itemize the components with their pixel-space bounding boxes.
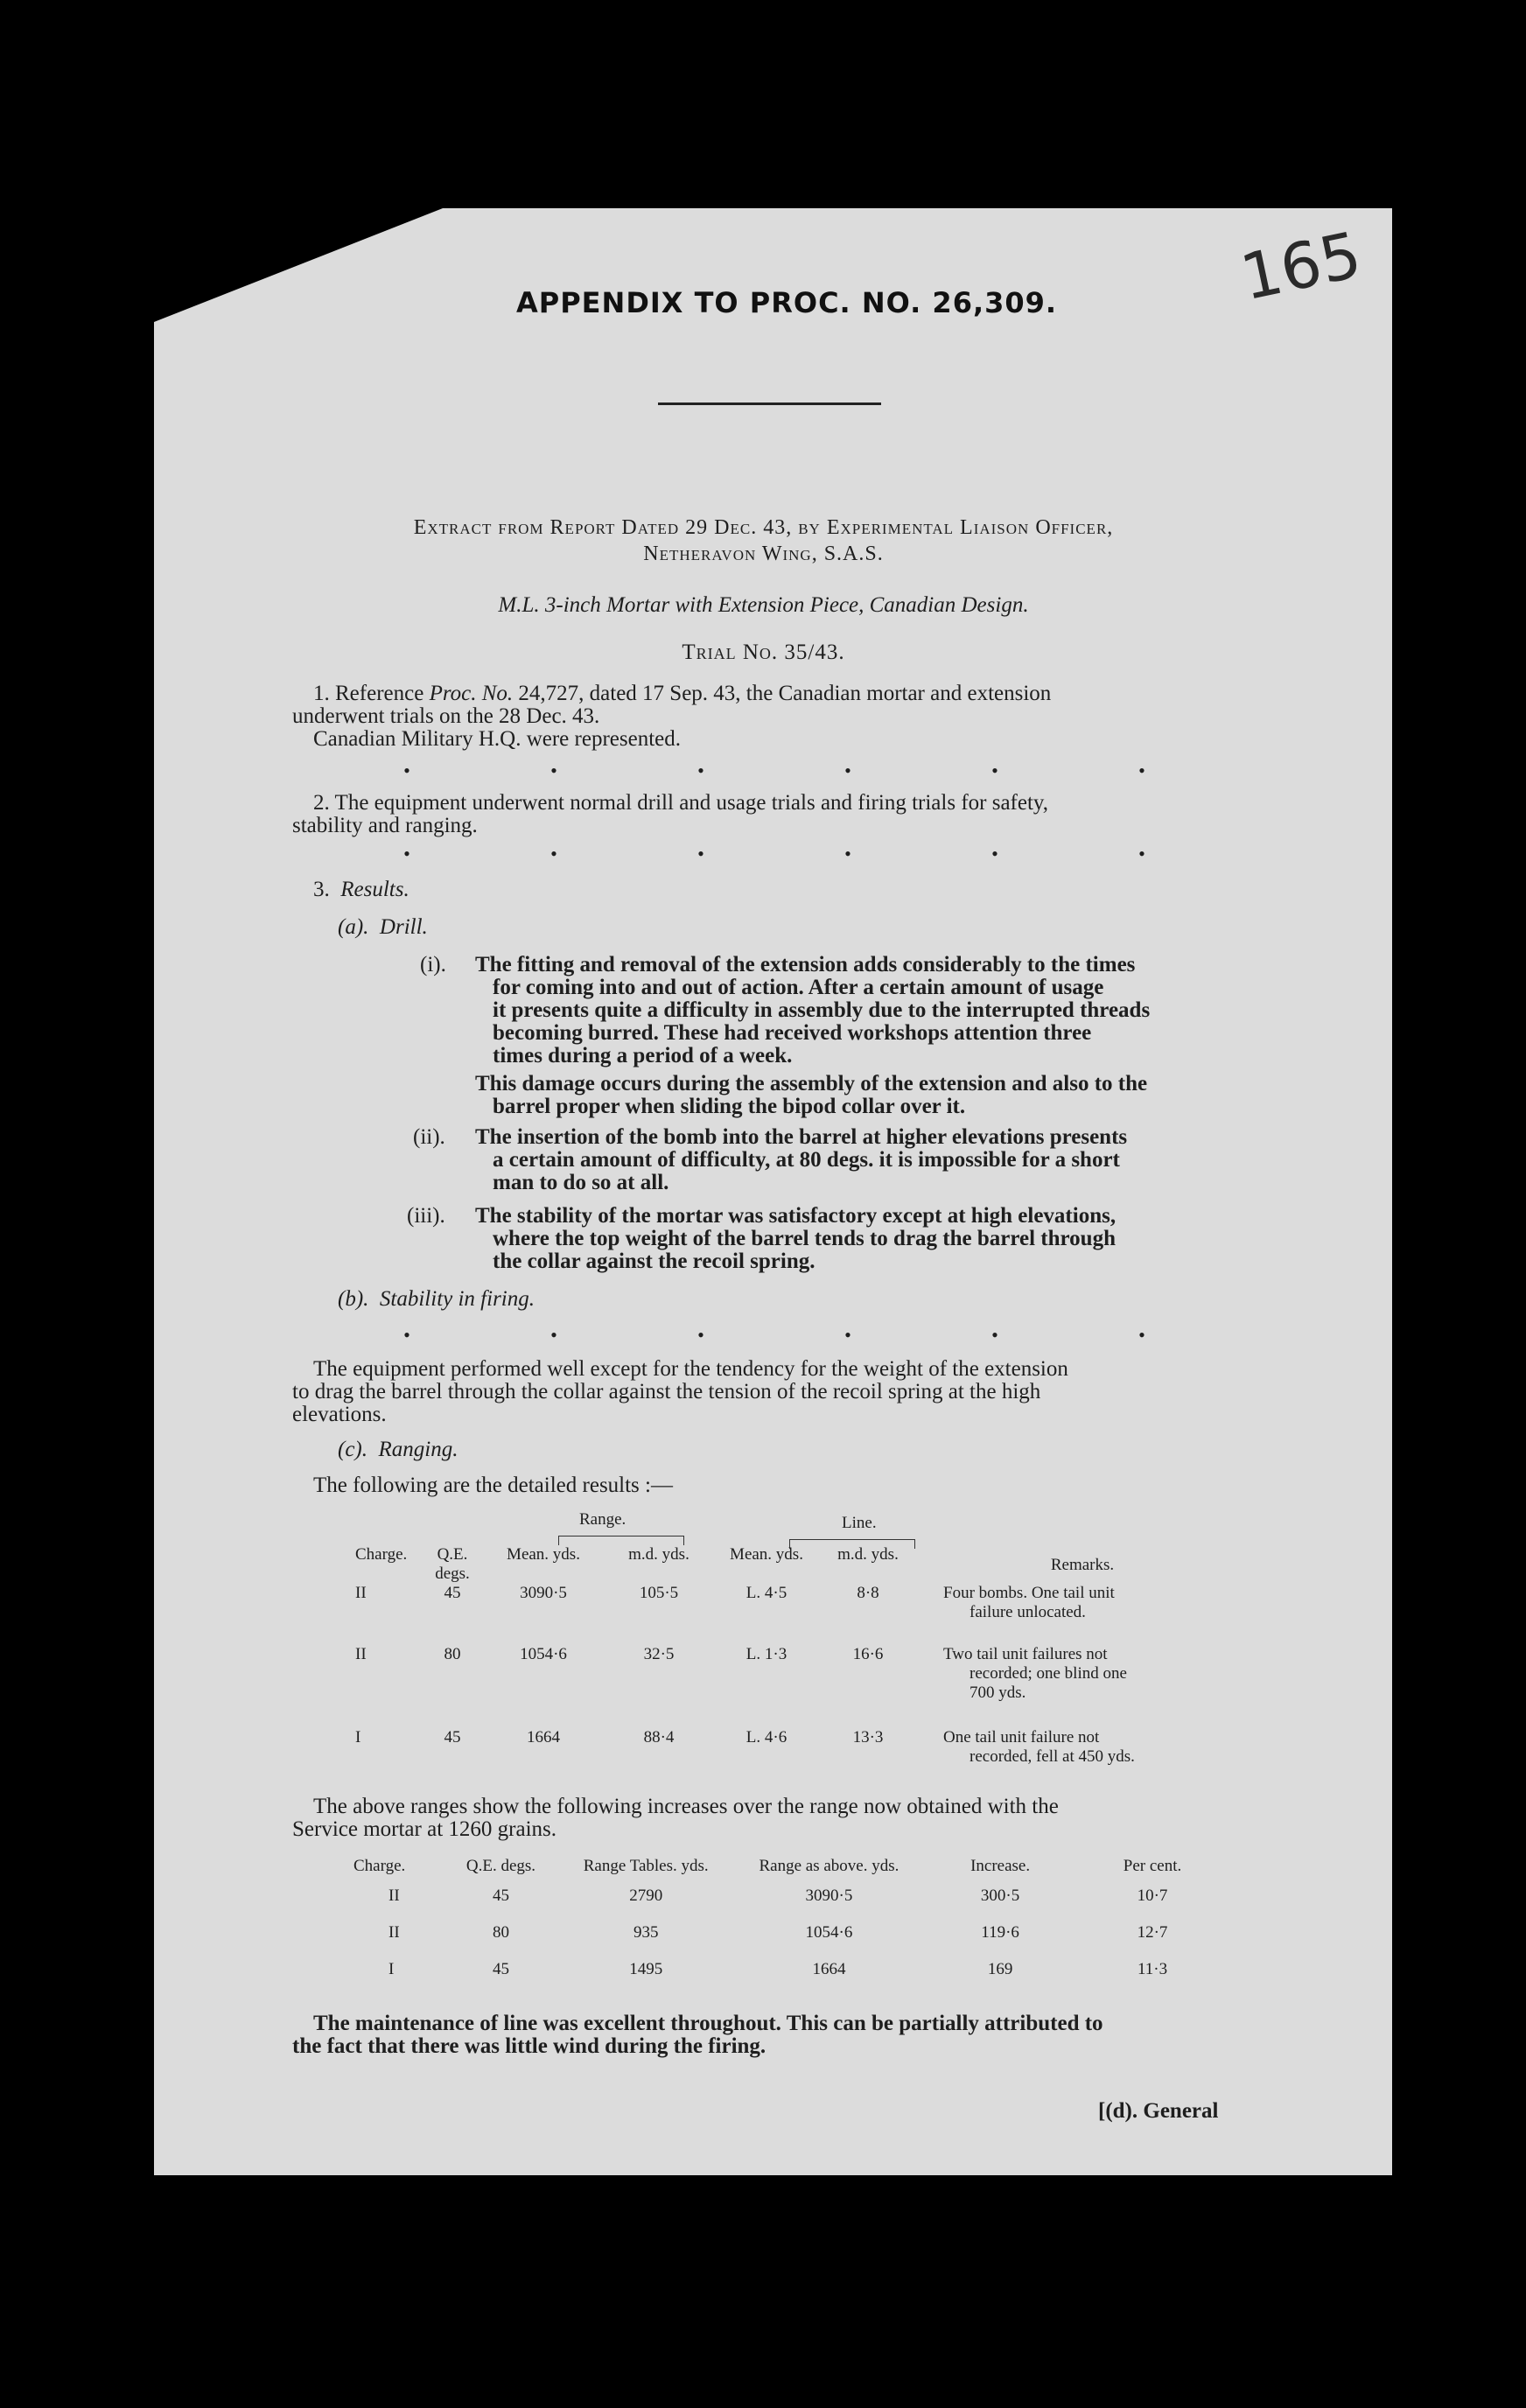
item-i-line: it presents quite a difficulty in assembly due to the interrupted threads <box>493 998 1151 1022</box>
item-i-extra: This damage occurs during the assembly of the extension and also to the <box>475 1072 1148 1096</box>
item-iii-line: the collar against the recoil spring. <box>493 1250 816 1273</box>
table-row <box>355 1584 1248 1645</box>
cell: L. 1·3 <box>746 1645 788 1663</box>
header-cell: Range Tables. yds. <box>583 1857 709 1875</box>
item-i-line: times during a period of a week. <box>493 1044 793 1068</box>
stability-line: The equipment performed well except for the tendency for the weight of the extension <box>313 1357 1068 1381</box>
cell: 13·3 <box>852 1728 884 1746</box>
appendix-header: APPENDIX TO PROC. NO. 26,309. <box>516 286 1058 319</box>
cell: 11·3 <box>1137 1960 1168 1978</box>
item-i-line: for coming into and out of action. After a certain amount of usage <box>493 976 1104 999</box>
cell: L. 4·6 <box>746 1728 788 1746</box>
header-cell: Mean. yds. <box>730 1545 803 1564</box>
cell: II <box>388 1923 400 1942</box>
cell: 1664 <box>812 1960 846 1978</box>
cell: 300·5 <box>980 1886 1020 1905</box>
stability-heading: (b). Stability in firing. <box>338 1287 535 1311</box>
table-row <box>355 1645 1248 1728</box>
remarks-cell: Four bombs. One tail unit failure unlocated. <box>943 1584 1115 1621</box>
header-cell: Increase. <box>970 1857 1031 1875</box>
stability-line: elevations. <box>292 1403 387 1426</box>
final-line: the fact that there was little wind during the firing. <box>292 2034 766 2058</box>
item-iii-line: The stability of the mortar was satisfactory except at high elevations, <box>475 1204 1116 1228</box>
table-row <box>354 1950 1228 1986</box>
stability-line: to drag the barrel through the collar against the tension of the recoil spring at the high <box>292 1380 1041 1404</box>
cell: 12·7 <box>1137 1923 1168 1942</box>
ellipsis-stars-1: • • • • • • <box>403 760 1145 781</box>
cell: 80 <box>444 1645 461 1663</box>
cell: 32·5 <box>643 1645 675 1663</box>
cell: II <box>355 1645 367 1663</box>
cell: II <box>355 1584 367 1602</box>
table-row <box>355 1728 1248 1767</box>
remarks-cell: Two tail unit failures not recorded; one blind one 700 yds. <box>943 1645 1127 1702</box>
table-row <box>354 1913 1228 1950</box>
range-group-brace <box>558 1536 684 1545</box>
cell: 1054·6 <box>520 1645 567 1663</box>
cell: 45 <box>444 1584 461 1602</box>
header-cell: Mean. yds. <box>507 1545 580 1564</box>
ranging-intro: The following are the detailed results :— <box>313 1474 673 1497</box>
cell: 16·6 <box>852 1645 884 1663</box>
cell: II <box>388 1886 400 1905</box>
cell: 935 <box>633 1923 659 1942</box>
header-rule <box>658 402 881 405</box>
item-ii-line: a certain amount of difficulty, at 80 degs. it is impossible for a short <box>493 1148 1120 1172</box>
cell: I <box>388 1960 395 1978</box>
final-line: The maintenance of line was excellent throughout. This can be partially attributed to <box>313 2012 1103 2035</box>
ellipsis-stars-3: • • • • • • <box>403 1324 1145 1346</box>
cell: 45 <box>492 1886 509 1905</box>
cell: I <box>355 1728 361 1746</box>
drill-heading: (a). Drill. <box>338 915 428 939</box>
cell: 45 <box>444 1728 461 1746</box>
item-iii-line: where the top weight of the barrel tends to drag the barrel through <box>493 1227 1116 1250</box>
cell: 45 <box>492 1960 509 1978</box>
compare-line: The above ranges show the following increases over the range now obtained with the <box>313 1795 1059 1818</box>
cell: 105·5 <box>639 1584 679 1602</box>
header-cell: Charge. <box>355 1545 408 1564</box>
cell: L. 4·5 <box>746 1584 788 1602</box>
table-header-row <box>354 1857 1228 1876</box>
header-cell: Per cent. <box>1123 1857 1182 1875</box>
cell: 1664 <box>527 1728 560 1746</box>
cell: 3090·5 <box>520 1584 567 1602</box>
para1-line2: underwent trials on the 28 Dec. 43. <box>292 704 600 728</box>
cell: 1495 <box>629 1960 663 1978</box>
range-group-label: Range. <box>579 1510 626 1529</box>
item-i-line: The fitting and removal of the extension adds considerably to the times <box>475 953 1136 976</box>
range-increase-table <box>354 1857 1228 1986</box>
ranging-results-table <box>355 1545 1248 1767</box>
header-cell: Q.E. degs. <box>466 1857 536 1875</box>
cell: 88·4 <box>643 1728 675 1746</box>
header-cell: Range as above. yds. <box>759 1857 900 1875</box>
cell: 119·6 <box>981 1923 1019 1942</box>
cell: 2790 <box>629 1886 663 1905</box>
cell: 3090·5 <box>805 1886 853 1905</box>
item-iii-label: (iii). <box>407 1204 445 1228</box>
header-cell: m.d. yds. <box>837 1545 899 1564</box>
table-header-row <box>355 1545 1248 1584</box>
trial-number: Trial No. 35/43. <box>682 640 845 664</box>
catchword: [(d). General <box>1098 2099 1219 2123</box>
ellipsis-stars-2: • • • • • • <box>403 843 1145 864</box>
item-i-extra: barrel proper when sliding the bipod collar over it. <box>493 1095 966 1118</box>
item-ii-line: man to do so at all. <box>493 1171 669 1194</box>
line-group-label: Line. <box>842 1514 877 1532</box>
header-cell: m.d. yds. <box>628 1545 690 1564</box>
cell: 169 <box>987 1960 1013 1978</box>
para2-line2: stability and ranging. <box>292 814 478 837</box>
handwritten-page-number: 165 <box>1234 217 1368 315</box>
header-cell: Charge. <box>354 1857 406 1875</box>
ranging-heading: (c). Ranging. <box>338 1438 458 1461</box>
cell: 80 <box>492 1923 509 1942</box>
item-i-label: (i). <box>420 953 446 976</box>
cell: 8·8 <box>857 1584 879 1602</box>
para2-line1: 2. The equipment underwent normal drill and usage trials and firing trials for safety, <box>313 791 1049 815</box>
para1-line1: 1. Reference Proc. No. 24,727, dated 17 Sep. 43, the Canadian mortar and extension <box>313 682 1052 705</box>
cell: 1054·6 <box>805 1923 853 1942</box>
header-cell: Q.E. degs. <box>435 1545 470 1583</box>
para1-line3: Canadian Military H.Q. were represented. <box>313 727 681 751</box>
item-ii-line: The insertion of the bomb into the barrel at higher elevations presents <box>475 1125 1128 1149</box>
item-i-line: becoming burred. These had received workshops attention three <box>493 1021 1092 1045</box>
table-row <box>354 1876 1228 1913</box>
item-ii-label: (ii). <box>413 1125 445 1149</box>
extract-line-1: Extract from Report Dated 29 Dec. 43, by Experimental Liaison Officer, <box>413 516 1114 539</box>
compare-line: Service mortar at 1260 grains. <box>292 1817 556 1841</box>
extract-line-2: Netheravon Wing, S.A.S. <box>643 542 884 565</box>
header-cell: Remarks. <box>1050 1556 1115 1574</box>
subtitle: M.L. 3-inch Mortar with Extension Piece, Canadian Design. <box>498 593 1029 617</box>
results-heading: 3. Results. <box>313 878 410 901</box>
cell: 10·7 <box>1137 1886 1168 1905</box>
remarks-cell: One tail unit failure not recorded, fell at 450 yds. <box>943 1728 1135 1766</box>
